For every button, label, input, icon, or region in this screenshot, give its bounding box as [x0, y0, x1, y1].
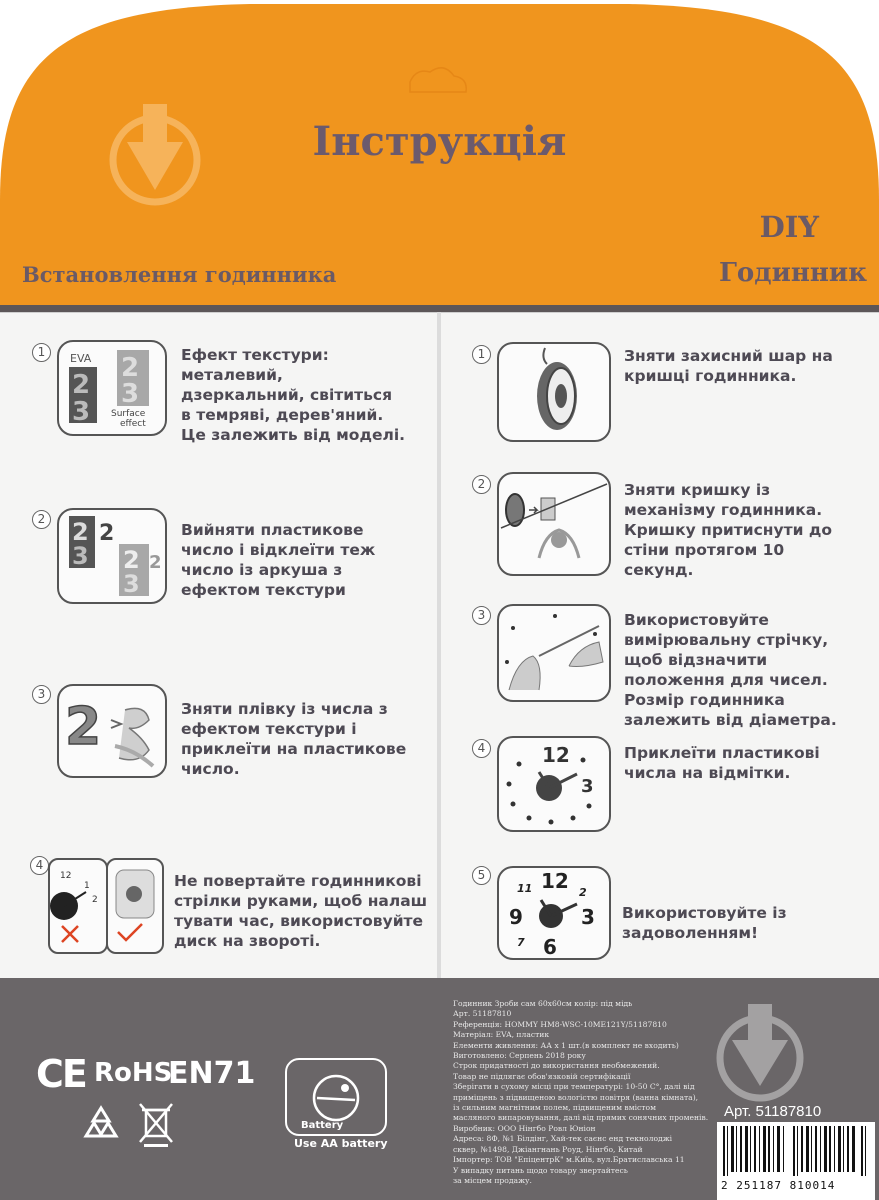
left-step-4-text: Не повертайте годинникові стрілки руками, щоб налаш тувати час, використовуйте диск на звороті.	[174, 872, 428, 950]
right-step-3-number: 3	[472, 606, 491, 625]
info-line: масляного випаровування, далі від прямих сонячних променів.	[453, 1113, 709, 1123]
svg-text:2: 2	[72, 370, 91, 400]
right-step-2-number: 2	[472, 475, 491, 494]
info-line: Елементи живлення: АА х 1 шт.(в комплект не входить)	[453, 1040, 679, 1050]
info-line: Товар не підлягає обов'язковій сертифікації	[453, 1071, 631, 1081]
info-line: Адреса: 8Ф, №1 Білдінг, Хай-тек саєнс енд текнолоджі	[453, 1134, 673, 1144]
info-line: із сильним магнітним полем, підвищеним вмістом	[453, 1103, 656, 1113]
info-line: Референція: HOMMY HM8-WSC-10ME121Y/51187810	[453, 1019, 667, 1029]
clock5-label-11: 11	[517, 882, 533, 895]
clock5-label-6: 6	[543, 935, 557, 958]
left-step-3-number: 3	[32, 685, 51, 704]
info-line: Матеріал: EVA, пластик	[453, 1030, 550, 1040]
svg-text:2: 2	[121, 353, 140, 383]
svg-text:Surface: Surface	[111, 409, 146, 419]
info-line: приміщень з підвищеною вологістю повітря (ванна кімната),	[453, 1092, 699, 1102]
right-step-5-number: 5	[472, 866, 491, 885]
svg-text:3: 3	[72, 397, 91, 427]
svg-text:2: 2	[99, 521, 115, 546]
barcode	[717, 1122, 875, 1200]
panel-divider	[437, 312, 441, 978]
left-step-3-image	[57, 684, 167, 778]
right-step-4-image	[497, 736, 611, 832]
svg-text:2: 2	[123, 546, 140, 574]
left-step-3-text: Зняти плівку із числа з ефектом текстури і приклеїти на пластикове число.	[181, 700, 407, 778]
dial-back-correct-icon	[108, 860, 162, 952]
svg-text:2: 2	[92, 895, 98, 905]
right-step-4-number: 4	[472, 739, 491, 758]
svg-text:2: 2	[149, 552, 162, 573]
right-step-4-text: Приклеїти пластикові числа на відмітки.	[624, 744, 820, 782]
left-step-4-number: 4	[30, 856, 49, 875]
clock4-label-3: 3	[581, 776, 594, 797]
left-step-1-image	[57, 340, 167, 436]
texture-samples-icon	[59, 342, 165, 434]
svg-text:3: 3	[123, 570, 140, 598]
info-line: У випадку питань щодо товару звертайтесь	[453, 1165, 628, 1175]
eva-label: EVA	[70, 352, 92, 365]
en71-mark: EN71	[168, 1056, 256, 1091]
left-step-1-number: 1	[32, 343, 51, 362]
svg-text:1: 1	[84, 881, 90, 891]
left-step-1-text: Ефект текстури: металевий, дзеркальний, світиться в темряві, дерев'яний. Це залежить від моделі.	[181, 346, 406, 444]
info-line: Виробник: ООО Нінгбо Ровл Юніон	[453, 1123, 596, 1133]
left-step-2-text: Вийняти пластикове число і відклеїти теж число із аркуша з ефектом текстури	[181, 521, 376, 599]
remove-cover-icon	[499, 474, 609, 574]
left-step-4-image-right	[106, 858, 164, 954]
clock5-label-9: 9	[509, 905, 523, 929]
article-number: Арт. 51187810	[724, 1103, 822, 1120]
protective-film-icon	[499, 344, 609, 440]
clock-marks-icon	[499, 738, 609, 830]
battery-caption: Use AA battery	[294, 1137, 388, 1150]
left-step-2-number: 2	[32, 510, 51, 529]
battery-box	[285, 1058, 387, 1136]
right-step-3-text: Використовуйте вимірювальну стрічку, щоб відзначити положення для чисел. Розмір годинника залежить від діаметра.	[624, 611, 837, 729]
measuring-tape-icon	[499, 606, 609, 700]
diy-label: DIY	[759, 210, 819, 244]
info-line: Годинник Зроби сам 60х60см колір: під мідь	[453, 999, 633, 1008]
clock5-label-3: 3	[581, 905, 595, 929]
product-info-block	[453, 999, 713, 1200]
clock5-label-2: 2	[579, 886, 587, 899]
weee-bin-icon	[136, 1102, 176, 1148]
right-step-1-number: 1	[472, 345, 491, 364]
info-line: сквер, №1498, Джіангнань Роуд, Нінгбо, Китай	[453, 1144, 643, 1154]
peel-film-icon	[59, 686, 165, 776]
peel-number-icon	[59, 510, 165, 602]
info-line: за місцем продажу.	[453, 1175, 532, 1185]
right-step-3-image	[497, 604, 611, 702]
ce-mark: CE	[36, 1052, 86, 1096]
right-step-2-text: Зняти кришку із механізму годинника. Кришку притиснути до стіни протягом 10 секунд.	[624, 481, 833, 579]
clock4-label-12: 12	[542, 743, 570, 767]
finished-clock-icon	[499, 868, 609, 958]
right-step-1-image	[497, 342, 611, 442]
page-title: Інструкція	[312, 118, 567, 165]
svg-text:2: 2	[65, 697, 102, 757]
info-line: Строк придатності до використання необмежений.	[453, 1061, 660, 1071]
left-step-2-image	[57, 508, 167, 604]
svg-text:effect: effect	[120, 419, 146, 429]
recycle-icon	[80, 1104, 122, 1146]
battery-label: Battery	[301, 1120, 344, 1131]
subtitle: Встановлення годинника	[22, 262, 337, 287]
right-step-5-text: Використовуйте із задоволенням!	[622, 904, 787, 942]
barcode-bars	[717, 1122, 875, 1178]
svg-text:3: 3	[72, 542, 89, 570]
right-step-2-image	[497, 472, 611, 576]
clock-label: Годинник	[718, 258, 867, 288]
left-step-4-image-wrong	[48, 858, 108, 954]
watermark-logo-icon	[710, 1000, 810, 1120]
clock5-label-7: 7	[517, 936, 525, 949]
info-line: Зберігати в сухому місці при температурі: 10-50 С°, далі від	[453, 1082, 695, 1092]
battery-icon	[287, 1060, 385, 1134]
right-step-5-image	[497, 866, 611, 960]
clock-hands-wrong-icon	[50, 860, 106, 952]
clock5-label-12: 12	[541, 869, 569, 893]
info-line: Арт. 51187810	[453, 1009, 512, 1019]
svg-text:12: 12	[60, 871, 72, 881]
svg-text:2: 2	[72, 518, 89, 546]
info-line: Імпортер: ТОВ "ЕпіцентрК" м.Київ, вул.Братиславська 11	[453, 1155, 685, 1165]
right-step-1-text: Зняти захисний шар на кришці годинника.	[624, 347, 833, 385]
rohs-mark: RoHS	[94, 1058, 173, 1088]
svg-text:3: 3	[121, 379, 140, 409]
barcode-number: 2 251187 810014	[721, 1179, 836, 1192]
info-line: Виготовлено: Серпень 2018 року	[453, 1051, 586, 1061]
